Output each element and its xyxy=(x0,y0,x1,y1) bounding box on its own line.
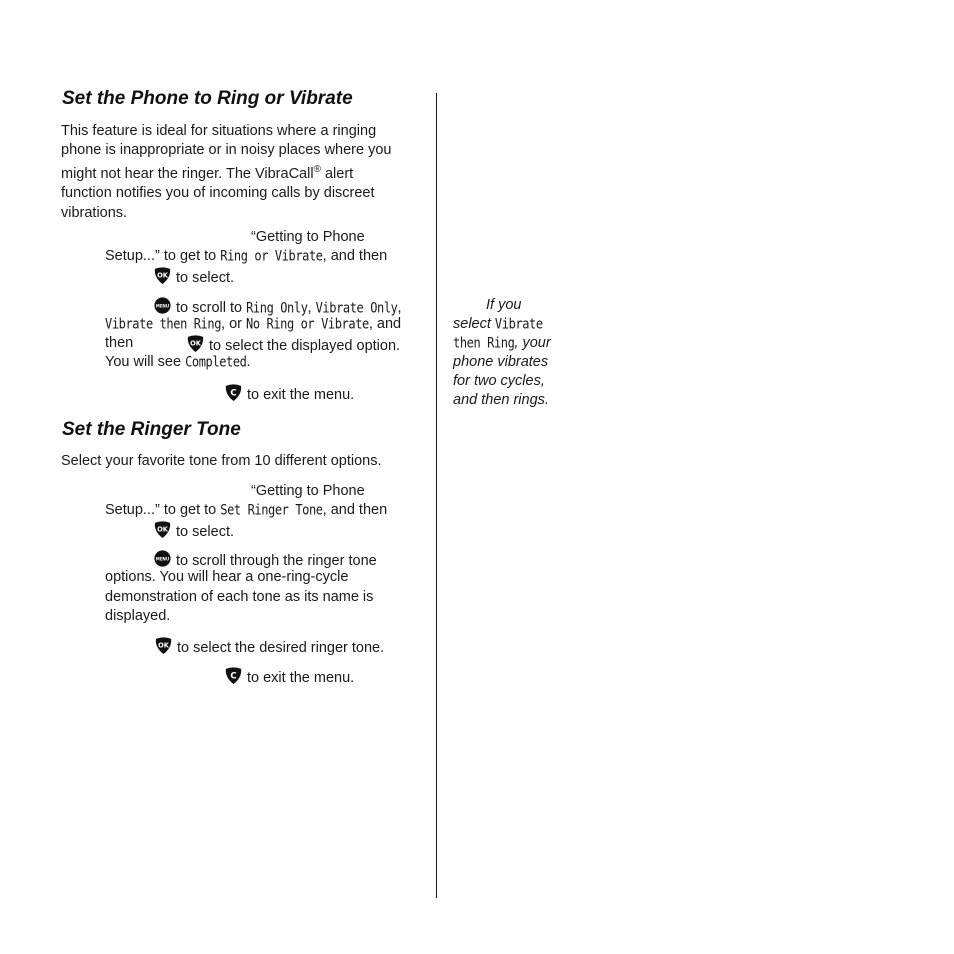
lcd-text: No Ring or Vibrate xyxy=(246,315,369,332)
step1-line1: “Getting to Phone xyxy=(251,229,365,245)
lcd-text: Vibrate then Ring xyxy=(105,315,222,332)
step1-line2: Setup...” to get to Ring or Vibrate, and then xyxy=(105,247,387,266)
intro-line: phone is inappropriate or in noisy places where you xyxy=(61,142,392,159)
lcd-text: Set Ringer Tone xyxy=(220,501,323,518)
svg-text:OK: OK xyxy=(157,271,168,280)
sidebar-note-line: for two cycles, xyxy=(453,373,545,389)
svg-text:OK: OK xyxy=(158,641,169,650)
section-heading-ring-vibrate: Set the Phone to Ring or Vibrate xyxy=(62,88,353,109)
registered-mark: ® xyxy=(313,164,321,176)
lcd-text: Vibrate xyxy=(494,315,543,332)
svg-text:C: C xyxy=(230,388,237,399)
sidebar-note-line: If you xyxy=(486,297,522,313)
sidebar-note-line: select Vibrate xyxy=(453,315,543,334)
clear-key-icon xyxy=(224,666,243,685)
tone-step1-line2: Setup...” to get to Set Ringer Tone, and then xyxy=(105,501,387,520)
svg-text:OK: OK xyxy=(190,339,201,348)
ok-key-icon xyxy=(154,636,173,655)
step2-line4: You will see Completed. xyxy=(105,353,251,372)
step2-line2: Vibrate then Ring, or No Ring or Vibrate, and xyxy=(105,315,401,334)
intro-line: function notifies you of incoming calls by discreet xyxy=(61,185,375,202)
ok-key-icon xyxy=(153,520,172,539)
lcd-text: Completed xyxy=(185,353,247,370)
sidebar-note-line: phone vibrates xyxy=(453,354,549,370)
lcd-text: Ring or Vibrate xyxy=(220,247,323,264)
intro-paragraph-ring-vibrate xyxy=(61,122,391,223)
svg-text:OK: OK xyxy=(157,525,168,534)
step3-line: C to exit the menu. xyxy=(224,383,354,405)
step1-line3: OK to select. xyxy=(153,266,234,288)
clear-key-icon xyxy=(224,383,243,402)
svg-text:C: C xyxy=(230,671,237,682)
column-divider xyxy=(436,93,437,898)
tone-step1-line3: OK to select. xyxy=(153,520,234,542)
step2-line3: OK to select the displayed option. xyxy=(186,334,400,356)
step2-line1: MENU to scroll to Ring Only, Vibrate Only, xyxy=(153,296,402,318)
intro-line: vibrations. xyxy=(61,204,128,221)
sidebar-note-line: then Ring, your xyxy=(453,334,551,353)
intro-line: might not hear the ringer. The VibraCall® alert xyxy=(61,164,354,183)
tone-step2-line4: displayed. xyxy=(105,608,171,624)
lcd-text: Vibrate Only xyxy=(315,299,398,316)
ok-key-icon xyxy=(186,334,205,353)
tone-step2-line2: options. You will hear a one-ring-cycle xyxy=(105,569,349,585)
svg-text:MENU: MENU xyxy=(155,303,170,309)
lcd-text: Ring Only xyxy=(246,299,308,316)
tone-step2-line3: demonstration of each tone as its name is xyxy=(105,589,374,605)
menu-key-icon xyxy=(153,549,172,568)
menu-key-icon xyxy=(153,296,172,315)
intro-ringer-tone: Select your favorite tone from 10 different options. xyxy=(61,453,382,469)
intro-line: This feature is ideal for situations where a ringing xyxy=(61,123,377,139)
step2-line3-then: then xyxy=(105,335,134,351)
tone-step3-line: OK to select the desired ringer tone. xyxy=(154,636,384,658)
lcd-text: then Ring xyxy=(453,334,515,351)
svg-text:MENU: MENU xyxy=(155,556,170,562)
sidebar-note-line: and then rings. xyxy=(453,392,549,408)
tone-step4-line: C to exit the menu. xyxy=(224,666,354,688)
section-heading-ringer-tone: Set the Ringer Tone xyxy=(62,419,241,440)
ok-key-icon xyxy=(153,266,172,285)
tone-step2-line1: MENU to scroll through the ringer tone xyxy=(153,549,377,571)
tone-step1-line1: “Getting to Phone xyxy=(251,483,365,499)
